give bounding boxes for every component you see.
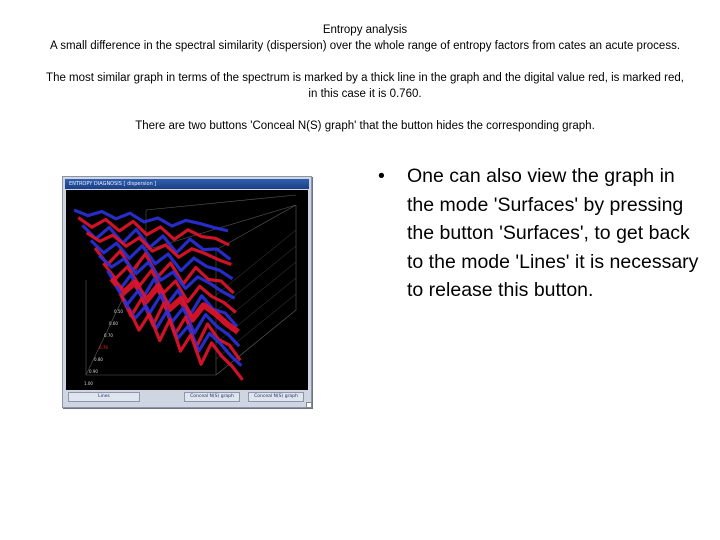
axis-tick-label: 0.50 <box>114 309 123 314</box>
lines-button[interactable]: Lines <box>68 392 140 402</box>
resize-grip-icon <box>306 402 312 408</box>
conceal-graph-button-2[interactable]: Conceal N(S) graph <box>248 392 304 402</box>
axis-tick-label: 0.60 <box>109 321 118 326</box>
plot-area <box>66 190 308 390</box>
bullet-text: One can also view the graph in the mode 'Surfaces' by pressing the button 'Surfaces', to get back to the mode 'Lines' it is necessary to release this button. <box>407 165 699 301</box>
grid-line <box>146 195 296 210</box>
axis-tick-label: 1.00 <box>84 381 93 386</box>
header-paragraph-2: The most similar graph in terms of the spectrum is marked by a thick line in the graph and the digital value red, is marked red, in this case it is 0.760. <box>46 72 684 100</box>
grid-line <box>216 310 296 375</box>
series-line <box>112 278 238 332</box>
axis-tick-label: 0.80 <box>94 357 103 362</box>
series-line <box>74 210 228 231</box>
window-titlebar: ENTROPY DIAGNOSIS [ dispersion ] <box>65 179 309 189</box>
bullet-item <box>372 162 702 305</box>
conceal-graph-button-1[interactable]: Conceal N(S) graph <box>184 392 240 402</box>
header-title: Entropy analysis <box>322 24 408 36</box>
window-button-row <box>66 392 308 404</box>
axis-tick-label: 0.76 <box>99 345 108 350</box>
header-paragraph-3: There are two buttons 'Conceal N(S) graph' that the button hides the corresponding graph. <box>135 120 595 132</box>
entropy-3d-plot <box>66 190 308 390</box>
axis-tick-label: 0.70 <box>104 333 113 338</box>
app-window-screenshot <box>62 176 312 408</box>
header-block <box>40 22 690 134</box>
header-paragraph-1: A small difference in the spectral similarity (dispersion) over the whole range of entropy factors from cates an acute process. <box>49 40 681 52</box>
bullet-icon: • <box>378 165 385 187</box>
axis-tick-label: 0.90 <box>89 369 98 374</box>
